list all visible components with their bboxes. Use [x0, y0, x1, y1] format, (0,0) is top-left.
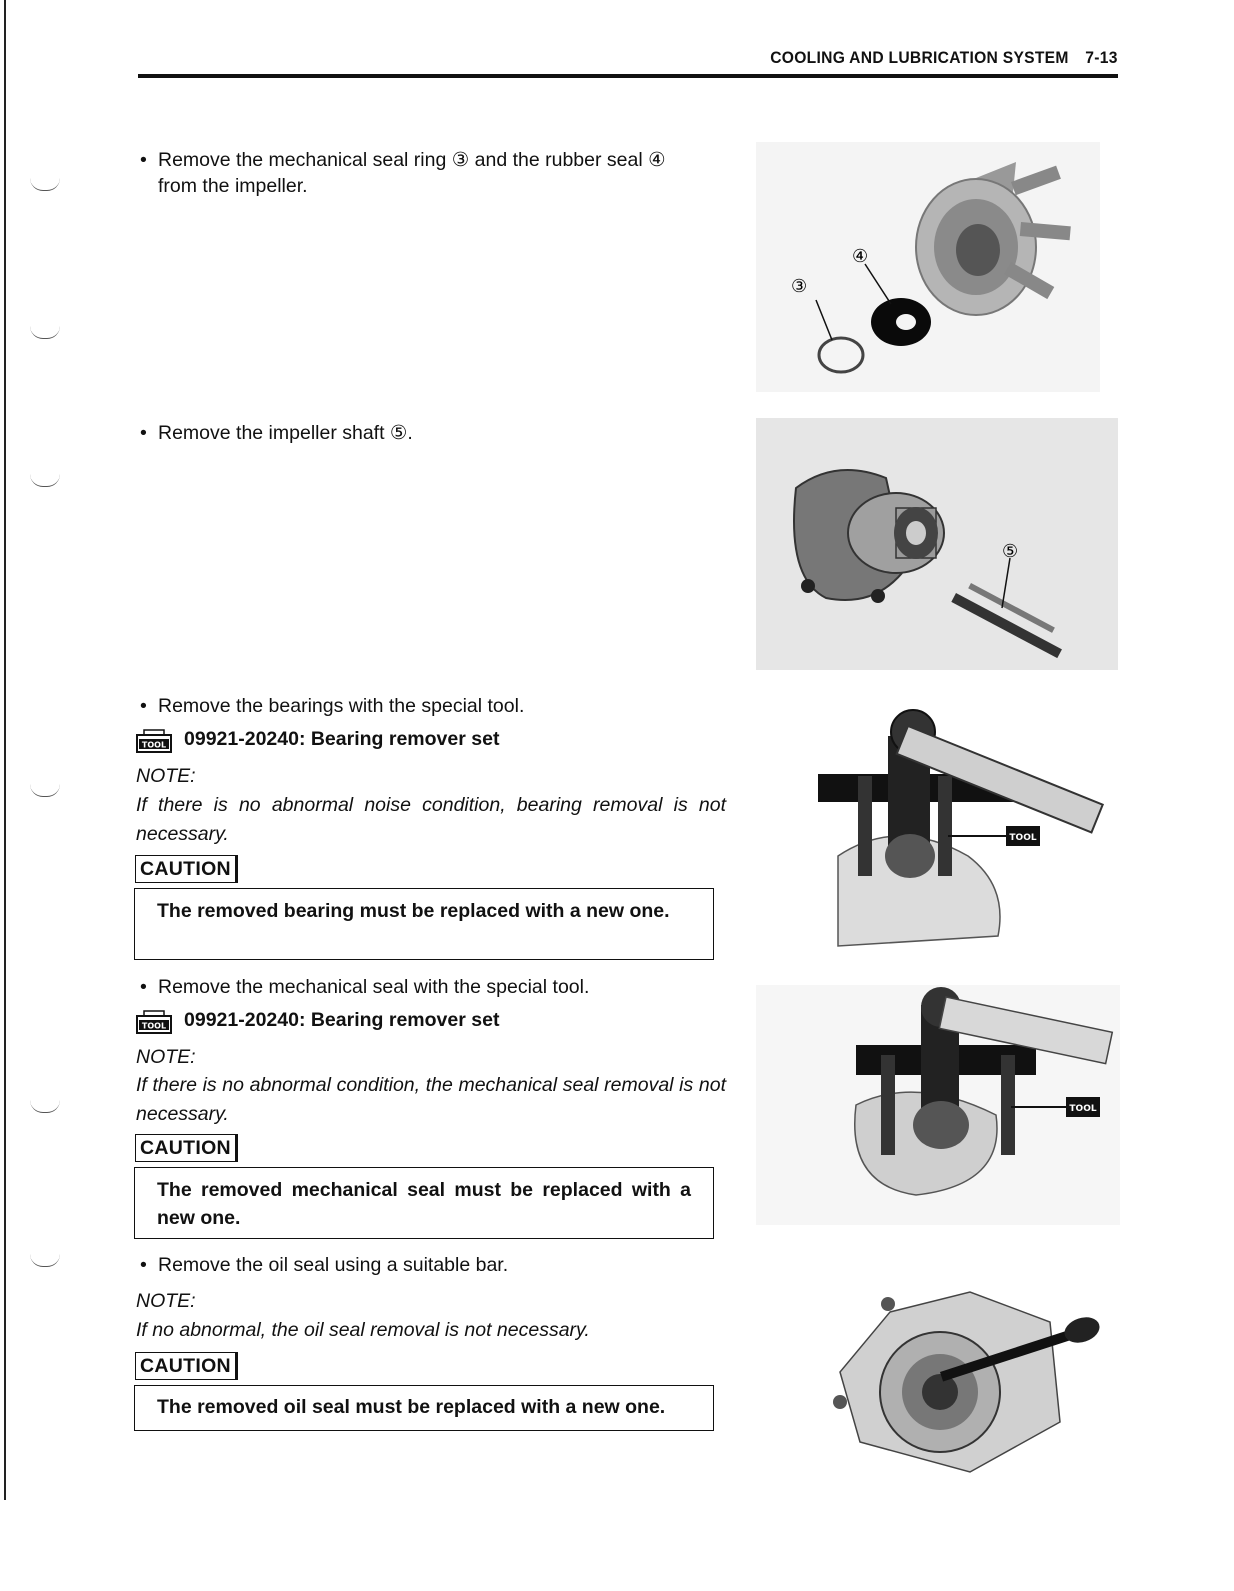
caution-label: CAUTION	[135, 1134, 238, 1162]
scan-mark	[30, 474, 60, 487]
caution-box: The removed mechanical seal must be replaced with a new one.	[134, 1167, 714, 1239]
binding-edge	[4, 0, 6, 1500]
callout-3: ③	[791, 276, 808, 297]
step-4: • Remove the mechanical seal with the special tool.	[140, 976, 590, 998]
note-text: If there is no abnormal condition, the mechanical seal removal is not necessary.	[136, 1074, 726, 1125]
step-4-tool	[136, 1009, 499, 1032]
figure-bearing-remover	[818, 706, 1118, 948]
step-2: • Remove the impeller shaft ⑤.	[140, 422, 413, 444]
note-text: If no abnormal, the oil seal removal is not necessary.	[136, 1319, 590, 1341]
scan-mark	[30, 1100, 60, 1113]
tool-tag: TOOL	[1069, 1104, 1097, 1114]
step-1-text: Remove the mechanical seal ring ③ and the rubber seal ④	[158, 149, 666, 171]
note-label: NOTE:	[136, 1046, 196, 1068]
caution-label: CAUTION	[135, 855, 238, 883]
tool-text: 09921-20240: Bearing remover set	[184, 1009, 500, 1031]
tool-icon	[136, 729, 172, 751]
caution-box: The removed bearing must be replaced with a new one.	[134, 888, 714, 960]
svg-text:TOOL: TOOL	[141, 740, 167, 749]
page-number: 7-13	[1085, 48, 1118, 67]
page-header	[138, 48, 1118, 78]
scan-mark	[30, 784, 60, 797]
step-3-tool	[136, 728, 499, 751]
step-3: • Remove the bearings with the special tool.	[140, 695, 525, 717]
step-5: • Remove the oil seal using a suitable bar.	[140, 1254, 509, 1276]
figure-impeller-shaft	[756, 418, 1118, 670]
tool-icon	[136, 1010, 172, 1032]
scan-mark	[30, 1254, 60, 1267]
step-4-text: Remove the mechanical seal with the special tool.	[158, 976, 590, 998]
scan-mark	[30, 326, 60, 339]
svg-text:TOOL: TOOL	[141, 1021, 167, 1030]
note-label: NOTE:	[136, 765, 196, 787]
scan-mark	[30, 178, 60, 191]
step-3-text: Remove the bearings with the special tool.	[158, 695, 525, 717]
step-2-text: Remove the impeller shaft ⑤.	[158, 422, 413, 444]
figure-oil-seal-bar	[820, 1282, 1110, 1492]
caution-box: The removed oil seal must be replaced with a new one.	[134, 1385, 714, 1431]
callout-4: ④	[852, 246, 869, 267]
step-1: • Remove the mechanical seal ring ③ and the rubber seal ④ from the impeller.	[140, 147, 730, 199]
step-1-text-cont: from the impeller.	[158, 175, 308, 197]
callout-5: ⑤	[1002, 541, 1019, 562]
tool-text: 09921-20240: Bearing remover set	[184, 728, 500, 750]
note-text: If there is no abnormal noise condition, bearing removal is not necessary.	[136, 794, 726, 845]
note-label: NOTE:	[136, 1290, 196, 1312]
step-5-text: Remove the oil seal using a suitable bar.	[158, 1254, 509, 1276]
caution-label: CAUTION	[135, 1352, 238, 1380]
section-title: COOLING AND LUBRICATION SYSTEM	[770, 48, 1070, 67]
figure-seal-remover	[756, 985, 1120, 1225]
header-rule	[138, 74, 1118, 78]
tool-tag: TOOL	[1009, 833, 1037, 843]
figure-impeller-seals	[756, 142, 1100, 392]
